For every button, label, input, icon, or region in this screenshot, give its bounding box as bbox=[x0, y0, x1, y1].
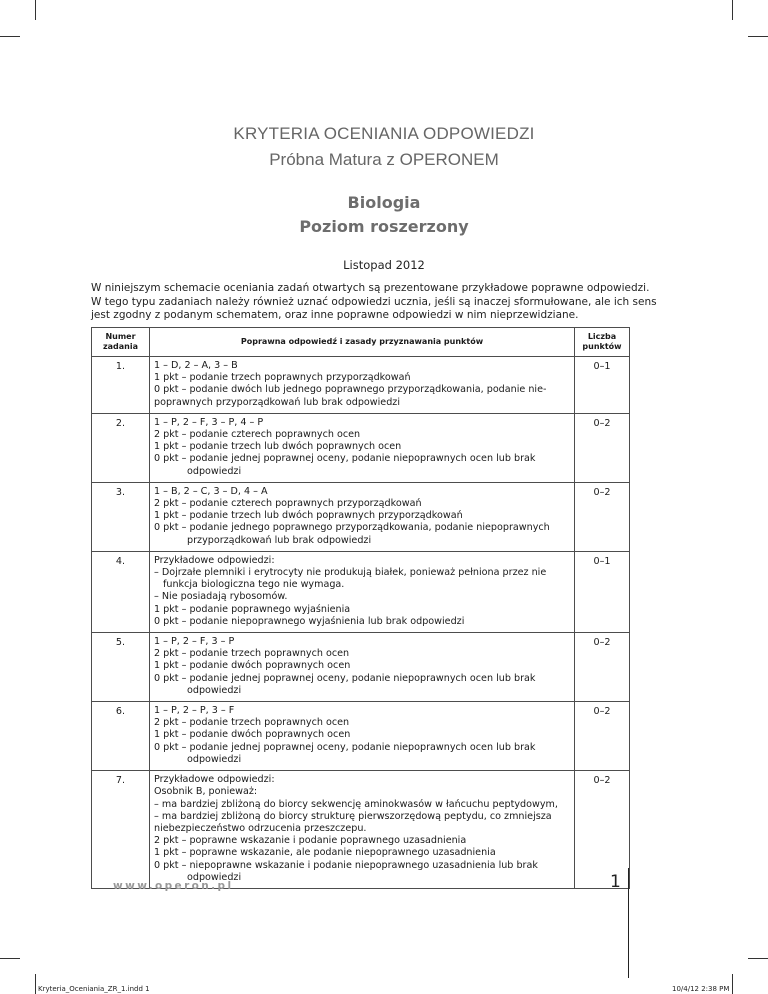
answer-line: Przykładowe odpowiedzi: bbox=[154, 774, 275, 786]
table-row bbox=[92, 357, 630, 414]
table-row bbox=[92, 702, 630, 771]
crop-mark bbox=[732, 974, 733, 994]
answer-line: 1 pkt – podanie poprawnego wyjaśnienia bbox=[154, 603, 351, 615]
answer-cell bbox=[150, 551, 575, 632]
answer-line: 1 – P, 2 – F, 3 – P bbox=[154, 636, 235, 648]
answer-line: przyporządkowań lub brak odpowiedzi bbox=[187, 534, 372, 546]
crop-mark bbox=[748, 36, 768, 37]
answer-cell bbox=[150, 702, 575, 771]
page-number: 1 bbox=[610, 872, 621, 892]
answer-line: funkcja biologiczna tego nie wymaga. bbox=[163, 579, 345, 591]
crop-mark bbox=[0, 36, 20, 37]
intro-line: jest zgodny z podanym schematem, oraz inne poprawne odpowiedzi w nim nieprzewidziane. bbox=[91, 309, 579, 321]
answer-line: 0 pkt – podanie niepoprawnego wyjaśnienia lub brak odpowiedzi bbox=[154, 615, 465, 627]
intro-paragraph bbox=[91, 282, 691, 323]
answer-line: – ma bardziej zbliżoną do biorcy sekwencję aminokwasów w łańcuchu peptydowym, bbox=[154, 798, 558, 810]
points-cell: 0–1 bbox=[575, 357, 630, 414]
answer-line: niebezpieczeństwo odrzucenia przeszczepu. bbox=[154, 822, 367, 834]
level-title: Poziom roszerzony bbox=[299, 217, 469, 236]
crop-mark bbox=[35, 974, 36, 994]
table-row bbox=[92, 413, 630, 482]
points-cell: 0–2 bbox=[575, 702, 630, 771]
answer-line: 1 – B, 2 – C, 3 – D, 4 – A bbox=[154, 485, 268, 497]
task-number: 1. bbox=[92, 357, 150, 414]
points-cell: 0–2 bbox=[575, 771, 630, 889]
header-number: Numer zadania bbox=[92, 328, 150, 357]
answer-line: 1 pkt – podanie trzech lub dwóch poprawnych przyporządkowań bbox=[154, 510, 463, 522]
answer-cell bbox=[150, 633, 575, 702]
answer-line: 0 pkt – podanie jednej poprawnej oceny, podanie niepoprawnych ocen lub brak bbox=[154, 453, 536, 465]
criteria-table bbox=[91, 327, 630, 889]
subject-title: Biologia bbox=[347, 193, 421, 212]
table-row bbox=[92, 771, 630, 889]
answer-line: 0 pkt – podanie jednego poprawnego przyporządkowania, podanie niepoprawnych bbox=[154, 522, 550, 534]
answer-line: 0 pkt – podanie jednej poprawnej oceny, podanie niepoprawnych ocen lub brak bbox=[154, 741, 536, 753]
answer-line: 2 pkt – podanie czterech poprawnych przyporządkowań bbox=[154, 498, 422, 510]
task-number: 3. bbox=[92, 482, 150, 551]
answer-line: 0 pkt – niepoprawne wskazanie i podanie niepoprawnego uzasadnienia lub brak bbox=[154, 859, 538, 871]
points-cell: 0–2 bbox=[575, 482, 630, 551]
answer-line: 1 pkt – podanie trzech lub dwóch poprawnych ocen bbox=[154, 441, 402, 453]
answer-line: 1 pkt – podanie trzech poprawnych przyporządkowań bbox=[154, 372, 411, 384]
answer-line: odpowiedzi bbox=[187, 753, 242, 765]
exam-date: Listopad 2012 bbox=[343, 258, 425, 272]
task-number: 5. bbox=[92, 633, 150, 702]
answer-line: 1 pkt – poprawne wskazanie, ale podanie niepoprawnego uzasadnienia bbox=[154, 847, 496, 859]
intro-line: W niniejszym schemacie oceniania zadań otwartych są prezentowane przykładowe poprawne odpowiedzi. bbox=[91, 282, 650, 294]
answer-line: – Nie posiadają rybosomów. bbox=[154, 591, 288, 603]
document-subtitle: Próbna Matura z OPERONEM bbox=[269, 150, 499, 169]
answer-line: odpowiedzi bbox=[187, 684, 242, 696]
print-slug-date: 10/4/12 2:38 PM bbox=[672, 985, 730, 993]
answer-line: 1 pkt – podanie dwóch poprawnych ocen bbox=[154, 660, 351, 672]
page-number-rule bbox=[628, 868, 629, 978]
header-answer: Poprawna odpowiedź i zasady przyznawania punktów bbox=[150, 328, 575, 357]
answer-cell bbox=[150, 413, 575, 482]
crop-mark bbox=[748, 958, 768, 959]
points-cell: 0–1 bbox=[575, 551, 630, 632]
crop-mark bbox=[732, 0, 733, 20]
answer-cell bbox=[150, 771, 575, 889]
answer-line: 0 pkt – podanie jednej poprawnej oceny, podanie niepoprawnych ocen lub brak bbox=[154, 672, 536, 684]
answer-line: Przykładowe odpowiedzi: bbox=[154, 554, 275, 566]
table-row bbox=[92, 633, 630, 702]
intro-line: W tego typu zadaniach należy również uznać odpowiedzi ucznia, jeśli są inaczej sformułowane, ale ich sens bbox=[91, 295, 657, 308]
answer-line: 0 pkt – podanie dwóch lub jednego poprawnego przyporządkowania, podanie nie- bbox=[154, 384, 547, 396]
website-link[interactable]: www.operon.pl bbox=[113, 880, 234, 892]
answer-cell bbox=[150, 357, 575, 414]
header-points: Liczba punktów bbox=[575, 328, 630, 357]
task-number: 6. bbox=[92, 702, 150, 771]
answer-line: 1 – P, 2 – F, 3 – P, 4 – P bbox=[154, 416, 264, 428]
crop-mark bbox=[35, 0, 36, 20]
answer-line: 2 pkt – podanie trzech poprawnych ocen bbox=[154, 717, 350, 729]
table-row bbox=[92, 482, 630, 551]
answer-line: 1 – D, 2 – A, 3 – B bbox=[154, 360, 238, 371]
crop-mark bbox=[0, 958, 20, 959]
answer-line: 1 pkt – podanie dwóch poprawnych ocen bbox=[154, 729, 351, 741]
answer-line: odpowiedzi bbox=[187, 465, 242, 477]
answer-line: poprawnych przyporządkowań lub brak odpowiedzi bbox=[154, 396, 401, 408]
task-number: 2. bbox=[92, 413, 150, 482]
answer-line: 2 pkt – podanie trzech poprawnych ocen bbox=[154, 648, 350, 660]
answer-line: Osobnik B, ponieważ: bbox=[154, 786, 258, 798]
answer-line: 1 – P, 2 – P, 3 – F bbox=[154, 705, 235, 717]
points-cell: 0–2 bbox=[575, 413, 630, 482]
answer-cell bbox=[150, 482, 575, 551]
answer-line: odpowiedzi bbox=[187, 871, 242, 883]
answer-line: – Dojrzałe plemniki i erytrocyty nie produkują białek, ponieważ pełniona przez nie bbox=[154, 567, 547, 579]
table-header-row bbox=[92, 328, 630, 357]
document-title: KRYTERIA OCENIANIA ODPOWIEDZI bbox=[233, 124, 535, 143]
print-slug-file: Kryteria_Oceniania_ZR_1.indd 1 bbox=[38, 985, 150, 993]
answer-line: 2 pkt – podanie czterech poprawnych ocen bbox=[154, 429, 361, 441]
task-number: 4. bbox=[92, 551, 150, 632]
answer-line: 2 pkt – poprawne wskazanie i podanie poprawnego uzasadnienia bbox=[154, 835, 467, 847]
answer-line: – ma bardziej zbliżoną do biorcy strukturę pierwszorzędową peptydu, co zmniejsza bbox=[154, 810, 552, 822]
task-number: 7. bbox=[92, 771, 150, 889]
table-row bbox=[92, 551, 630, 632]
points-cell: 0–2 bbox=[575, 633, 630, 702]
